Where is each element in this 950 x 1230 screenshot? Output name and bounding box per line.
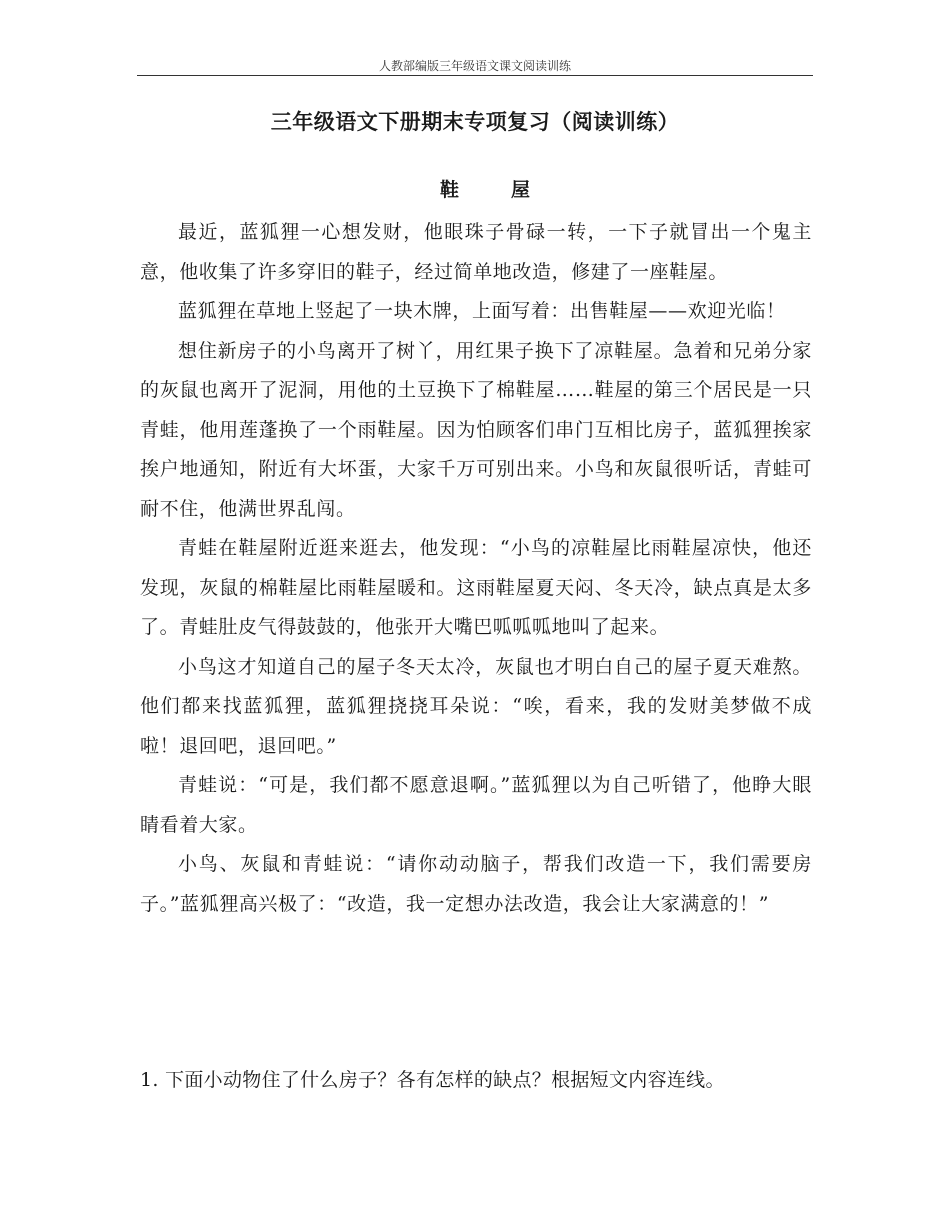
story-paragraph: 青蛙说：“可是，我们都不愿意退啊。”蓝狐狸以为自己听错了，他睁大眼睛看着大家。 (140, 774, 812, 836)
header-text: 人教部编版三年级语文课文阅读训练 (378, 59, 571, 73)
story-title-char-1: 鞋 (439, 179, 459, 201)
page-header (137, 58, 813, 76)
page-title: 三年级语文下册期末专项复习（阅读训练） (270, 109, 680, 134)
story-title-char-2: 屋 (511, 179, 531, 201)
story-paragraph: 最近，蓝狐狸一心想发财，他眼珠子骨碌一转，一下子就冒出一个鬼主意，他收集了许多穿旧的鞋子，经过简单地改造，修建了一座鞋屋。 (140, 221, 812, 283)
story-title (0, 175, 950, 205)
story-paragraph: 小鸟、灰鼠和青蛙说：“请你动动脑子，帮我们改造一下，我们需要房子。”蓝狐狸高兴极了：“改造，我一定想办法改造，我会让大家满意的！” (140, 853, 812, 915)
story-paragraph: 想住新房子的小鸟离开了树丫，用红果子换下了凉鞋屋。急着和兄弟分家的灰鼠也离开了泥洞，用他的土豆换下了棉鞋屋……鞋屋的第三个居民是一只青蛙，他用莲蓬换了一个雨鞋屋。因为怕顾客们串门互相比房子，蓝狐狸挨家挨户地通知，附近有大坏蛋，大家千万可别出来。小鸟和灰鼠很听话，青蛙可耐不住，他满世界乱闯。 (140, 339, 812, 520)
question-1: 1. 下面小动物住了什么房子？各有怎样的缺点？根据短文内容连线。 (140, 1069, 725, 1091)
story-paragraph: 小鸟这才知道自己的屋子冬天太冷，灰鼠也才明白自己的屋子夏天难熬。他们都来找蓝狐狸，蓝狐狸挠挠耳朵说：“唉，看来，我的发财美梦做不成啦！退回吧，退回吧。” (140, 655, 812, 757)
story-body (140, 213, 812, 924)
story-paragraph: 蓝狐狸在草地上竖起了一块木牌，上面写着：出售鞋屋——欢迎光临！ (178, 300, 786, 322)
story-paragraph: 青蛙在鞋屋附近逛来逛去，他发现：“小鸟的凉鞋屋比雨鞋屋凉快，他还发现，灰鼠的棉鞋屋比雨鞋屋暖和。这雨鞋屋夏天闷、冬天冷，缺点真是太多了。青蛙肚皮气得鼓鼓的，他张开大嘴巴呱呱呱地叫了起来。 (140, 537, 812, 638)
